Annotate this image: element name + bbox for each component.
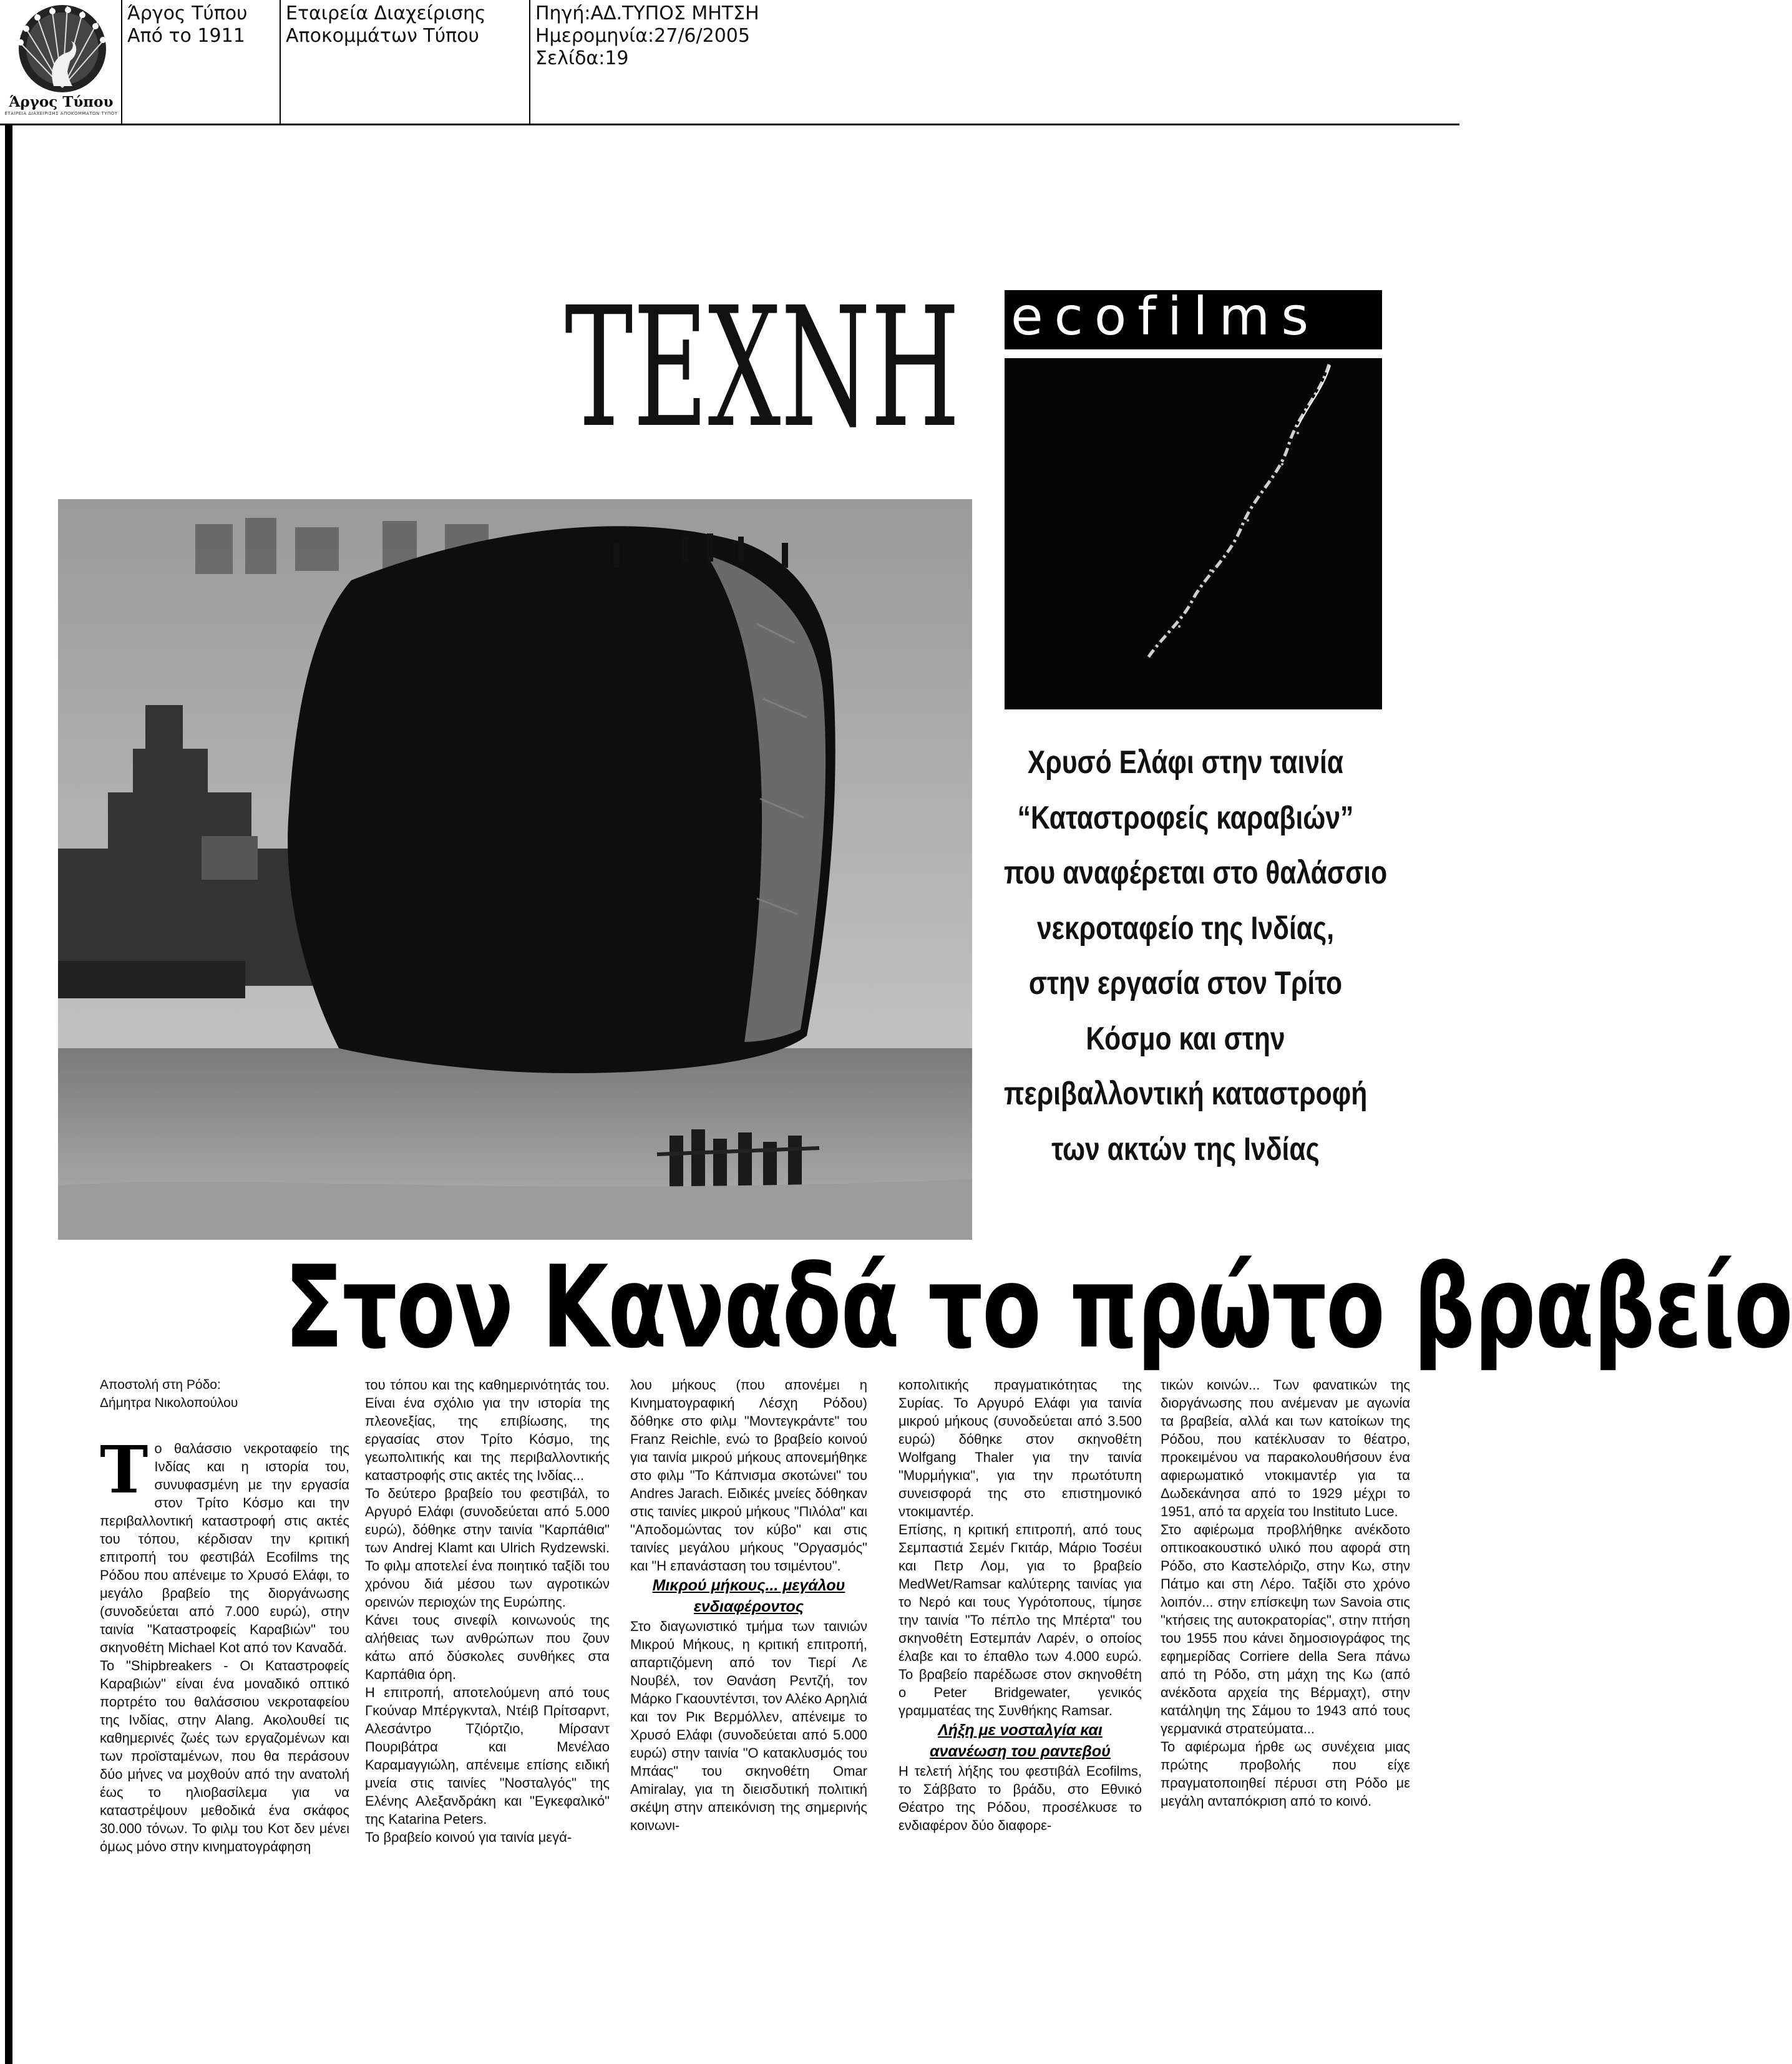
byline (100, 1376, 349, 1412)
company-cell (281, 0, 530, 124)
date-label: Ημερομηνία:27/6/2005 (535, 25, 750, 47)
paragraph: του τόπου και της καθημερινότητάς του. Είναι ένα σχόλιο για την ιστορία της πλεονεξίας, της επιβίωσης, της εργασίας στον Τρίτο Κόσμο, της γεωπολιτικής και της περιβαλλοντικής καταστροφής στις ακτές της Ινδίας... (365, 1377, 610, 1483)
paragraph: λου μήκους (που απονέμει η Κινηματογραφική Λέσχη Ρόδου) δόθηκε στο φιλμ "Μοντεγκράντε" του Franz Reichle, ενώ το βραβείο κοινού για ταινία μικρού μήκους απονεμήθηκε στο φιλμ "Το Κάπνισμα σκοτώνει" του Andres Jarach. Ειδικές μνείες δόθηκαν στις ταινίες μικρού μήκους "Πιλόλα" και "Αποδομώντας τον κύβο" και στις ταινίες μεγάλου μήκους "Οργασμός" και "Η επανάσταση του τσιμέντου". (630, 1377, 867, 1574)
company-desc: Αποκομμάτων Τύπου (286, 25, 479, 47)
section-subheading: Λήξη με νοσταλγία και ανανέωση του ραντεβού (930, 1721, 1111, 1760)
paragraph: Κάνει τους σινεφίλ κοινωνούς της αλήθειας των ανθρώπων που ζουν κάτω από δύσκολες συνθήκες στα Καρπάθια όρη. (365, 1612, 610, 1682)
article-column-4 (898, 1376, 1142, 2056)
paragraph: κοπολιτικής πραγματικότητας της Συρίας. Το Αργυρό Ελάφι για ταινία μικρού μήκους (συνοδεύεται από 3.500 ευρώ) δόθηκε στον σκηνοθέτη Wolfgang Thaler για την ταινία "Μυρμήγκια", για την πρωτότυπη συνεισφορά της στο επιστημονικό ντοκιμαντέρ. (898, 1377, 1142, 1519)
peacock-logo-icon (5, 0, 117, 94)
section-subheading: Μικρού μήκους... μεγάλου ενδιαφέροντος (652, 1577, 845, 1615)
shipbreaking-photo (58, 499, 972, 1240)
article-subtitle (964, 735, 1407, 1177)
byline-author: Δήμητρα Νικολοπούλου (100, 1396, 238, 1410)
subtitle-line: Χρυσό Ελάφι στην ταινία (1027, 744, 1344, 781)
article-column-1 (100, 1376, 349, 2056)
paragraph: Στο αφιέρωμα προβλήθηκε ανέκδοτο οπτικοακουστικό υλικό που αφορά στη Ρόδο, στο Καστελόριζο, στην Κω, στην Πάτμο και στη Λέρο. Ταξίδι στο χρόνο λοιπόν... στην επίσκεψη των Savoia στις "κτήσεις της αυτοκρατορίας", στην πτήση του 1955 που κάνει δημοσιογράφος της εφημερίδας Corriere della Sera πάνω από τη Ρόδο, στη μάχη της Κω (από ανέκδοτα αρχεία της Βέρμαχτ), στην κατάληψη της Σάμου το 1943 από τους γερμανικά στρατεύματα... (1161, 1522, 1410, 1736)
paragraph: Η επιτροπή, αποτελούμενη από τους Γκούναρ Μπέργκνταλ, Ντέιβ Πρίτσαρντ, Αλεσάντρο Τζιόρτζιο, Μίρσαντ Πουριβάτρα και Μενέλαο Καραμαγγιώλη, απένειμε επίσης ειδική μνεία στις ταινίες "Νοσταλγός" της Ελένης Αλεξανδράκη και "Εγκεφαλικό" της Katarina Peters. (365, 1685, 610, 1827)
subtitle-line: περιβαλλοντική καταστροφή (1003, 1076, 1368, 1112)
source-cell (530, 0, 1459, 124)
clipping-header (0, 0, 1459, 125)
paragraph: Στο διαγωνιστικό τμήμα των ταινιών Μικρού Μήκους, η κριτική επιτροπή, απαρτιζόμενη από τον Τιερί Λε Νουβέλ, τον Θανάση Ρεντζή, τον Μάρκο Γκαουντέντσι, τον Αλέκο Αρηλιά και τον Ρικ Βερμόλλεν, απένειμε το Χρυσό Ελάφι (συνοδεύεται από 5.000 ευρώ) στην ταινία "Ο κατακλυσμός του Μπάας" του σκηνοθέτη Omar Amiralay, για τη διεισδυτική πολιτική σκέψη στην απεικόνιση της σημερινής κοινωνι- (630, 1619, 867, 1833)
logo-subtitle: ΕΤΑΙΡΕΙΑ ΔΙΑΧΕΙΡΙΣΗΣ ΑΠΟΚΟΜΜΑΤΩΝ ΤΥΠΟΥ (4, 111, 118, 116)
article-column-5 (1161, 1376, 1410, 2056)
article-column-2 (365, 1376, 610, 2056)
subtitle-line: “Καταστροφείς καραβιών” (1017, 799, 1354, 836)
paragraph: Το "Shipbreakers - Οι Καταστροφείς Καραβιών" είναι ένα μοναδικό οπτικό πορτρέτο του θαλάσσιου νεκροταφείου της Ινδίας, στην Alang. Ακολουθεί τις καθημερινές ζωές των εργαζομένων και των προϊσταμένων, που θα περάσουν δύο μήνες να μοχθούν από την ανατολή έως το ηλιοβασίλεμα για να καταστρέψουν μεθοδικά ένα σκάφος 30.000 τόνων. Το φιλμ του Κοτ δεν μένει όμως μόνο στην κινηματογράφηση (100, 1658, 349, 1854)
lead-text: ο θαλάσσιο νεκροταφείο της Ινδίας και η ιστορία του, συνυφασμένη με την εργασία στον Τρίτο Κόσμο και την περιβαλλοντική καταστροφή στις ακτές του τόπου, κέρδισαν την κριτική επιτροπή του φεστιβάλ Ecofilms της Ρόδου που απένειμε το Χρυσό Ελάφι, το μεγάλο βραβείο της διοργάνωσης (συνοδεύεται από 7.000 ευρώ), στην ταινία "Καταστροφείς Καραβιών" του σκηνοθέτη Michael Kot από τον Καναδά. (100, 1441, 349, 1655)
subtitle-line: Κόσμο και στην (1086, 1020, 1285, 1057)
paragraph: Το αφιέρωμα ήρθε ως συνέχεια μιας πρώτης προβολής που είχε πραγματοποιηθεί πέρυσι στη Ρόδο με μεγάλη ανταπόκριση από το κοινό. (1161, 1739, 1410, 1809)
byline-location: Αποστολή στη Ρόδο: (100, 1378, 221, 1392)
paragraph: Η τελετή λήξης του φεστιβάλ Ecofilms, το Σάββατο το βράδυ, στο Εθνικό Θέατρο της Ρόδου, προσέλκυσε το ενδιαφέρον δύο διαφορε- (898, 1763, 1142, 1833)
article-column-3 (630, 1376, 867, 2056)
subtitle-line: των ακτών της Ινδίας (1051, 1131, 1320, 1167)
paragraph: Επίσης, η κριτική επιτροπή, από τους Σεμπαστιά Σεμέν Γκιτάρ, Μάριο Τοσέυι και Πετρ Λομ, για το βραβείο MedWet/Ramsar καλύτερης ταινίας για το Νερό και τους Υγρότοπους, τίμησε την ταινία "Το πέπλο της Μπέρτα" του σκηνοθέτη Εστεμπάν Λαρέν, ο οποίος έλαβε και το έπαθλο των 4.000 ευρώ. Το βραβείο παρέδωσε στον σκηνοθέτη ο Peter Bridgewater, γενικός γραμματέας της Συνθήκης Ramsar. (898, 1522, 1142, 1718)
paragraph: τικών κοινών... Των φανατικών της διοργάνωσης που ανέμεναν με αγωνία τα βραβεία, αλλά και των κατοίκων της Ρόδου, που κατέκλυσαν το θέατρο, προκειμένου να παρακολουθήσουν ένα αφιερωματικό ντοκιμαντέρ για τα Δωδεκάνησα από το 1929 μέχρι το 1951, από τα αρχεία του Instituto Luce. (1161, 1377, 1410, 1519)
source-label: Πηγή:ΑΔ.ΤΥΠΟΣ ΜΗΤΣΗ (535, 2, 759, 24)
ship-hull-photo (58, 499, 972, 1240)
company-name: Εταιρεία Διαχείρισης (286, 2, 486, 24)
section-title: ΤΕΧΝΗ (565, 272, 960, 464)
article-headline: Στον Καναδά το πρώτο βραβείο (284, 1241, 1792, 1373)
paragraph (100, 1431, 349, 1657)
brand-since: Από το 1911 (127, 25, 245, 47)
subtitle-line: που αναφέρεται στο θαλάσσιο (1003, 855, 1388, 891)
logo-name: Άργος Τύπου (9, 94, 114, 110)
brand-cell (122, 0, 281, 124)
argos-logo (0, 0, 122, 124)
paragraph: Το βραβείο κοινού για ταινία μεγά- (365, 1829, 572, 1845)
subtitle-line: στην εργασία στον Τρίτο (1028, 965, 1343, 1001)
paragraph: Το δεύτερο βραβείο του φεστιβάλ, το Αργυρό Ελάφι (συνοδεύεται από 5.000 ευρώ), δόθηκε στην ταινία "Καρπάθια" των Andrej Klamt και Ulrich Rydzewski. Το φιλμ αποτελεί ένα ποιητικό ταξίδι του χρόνου διά μέσου των αγροτικών ορεινών περιοχών της Ευρώπης. (365, 1486, 610, 1610)
left-margin-rule (5, 125, 12, 2064)
brand-name: Άργος Τύπου (127, 2, 248, 24)
drop-cap: Τ (100, 1431, 149, 1508)
ecofilms-comet-image (1005, 358, 1382, 709)
subtitle-line: νεκροταφείο της Ινδίας, (1036, 910, 1335, 947)
ecofilms-divider (1005, 349, 1382, 358)
page-label: Σελίδα:19 (535, 47, 629, 69)
ecofilms-box (1005, 286, 1382, 709)
ecofilms-brand: ecofilms (1011, 286, 1320, 347)
